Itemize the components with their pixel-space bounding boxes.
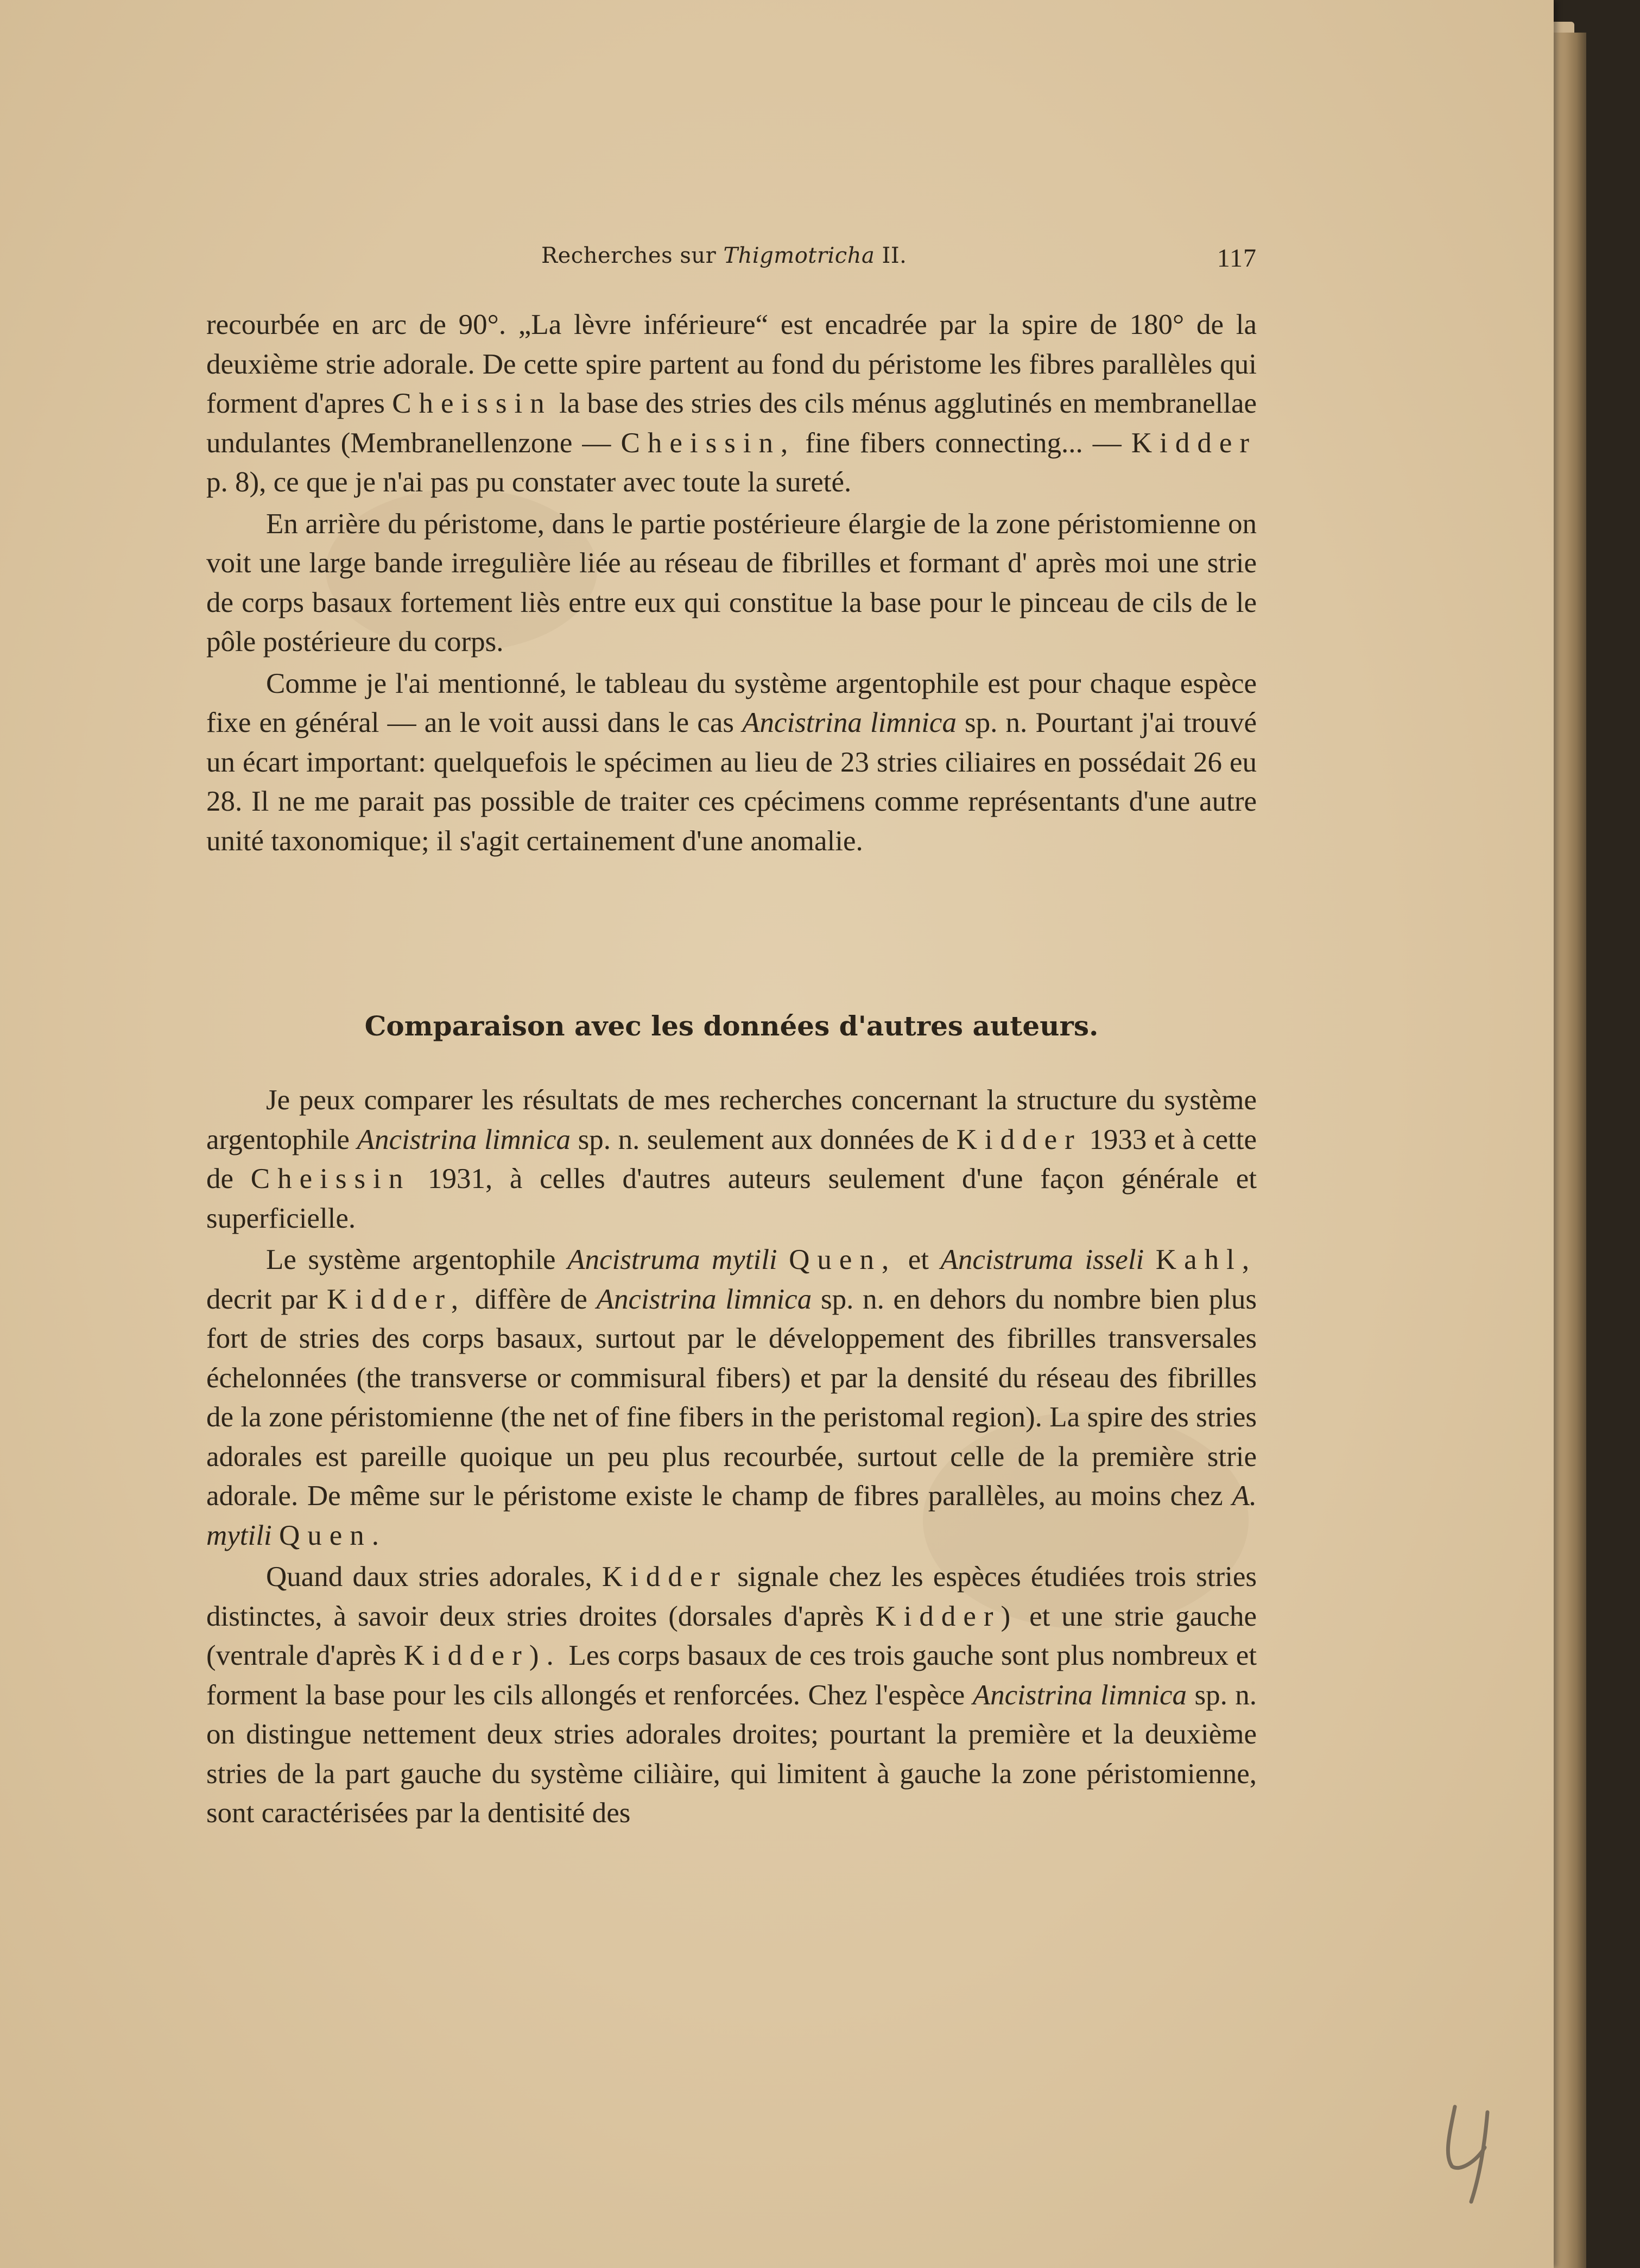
species-name: Ancistruma isseli [940, 1244, 1144, 1275]
page-number: 117 [1217, 244, 1257, 273]
author-name: Kidder). [403, 1640, 561, 1671]
running-header [206, 243, 1257, 281]
species-name: A. mytili [206, 1480, 1257, 1551]
running-title [541, 243, 907, 268]
author-name: Kidder) [875, 1600, 1018, 1632]
species-name: Ancistrina limnica [596, 1283, 812, 1315]
text-run: la base des stries des cils ménus agglutinés en membranellae undulantes (Membranellenzone — [206, 388, 1257, 459]
author-name: Kidder [1131, 427, 1257, 459]
author-name: Kahl, [1155, 1244, 1257, 1275]
text-run: sp. n. Pourtant j'ai trouvé un écart important: quelquefois le spécimen au lieu de 23 stries ciliaires en possédait 26 eu 28. Il ne me parait pas possible de traiter ces cpécimens comme représentants d'une autre unité taxonomique; il s'agit certainement d'une anomalie. [206, 707, 1257, 857]
text-run: Quand daux stries adorales, [266, 1561, 592, 1593]
body-text-top [206, 305, 1257, 861]
text-run: 1931, à celles d'autres auteurs seulement d'une façon générale et superficielle. [206, 1163, 1257, 1234]
author-name: Quen, [789, 1244, 897, 1275]
paragraph: En arrière du péristome, dans le partie postérieure élargie de la zone péristomienne on voit une large bande irregulière liée au réseau de fibrilles et formant d' après moi une strie de corps basaux fortement liès entre eux qui constitue la base pour le pinceau de cils de le pôle postérieure du corps. [206, 508, 1257, 658]
text-run: Le système argentophile [266, 1244, 556, 1275]
text-run: sp. n. en dehors du nombre bien plus fort de stries des corps basaux, surtout par le développement des fibrilles transversales échelonnées (the transverse or commisural fibers) et par la densité du réseau des fibrilles de la zone péristomienne (the net of fine fibers in the peristomal region). La spire des stries adorales est pareille quoique un peu plus recourbée, surtout celle de la première strie adorale. De même sur le péristome existe le champ de fibres parallèles, au moins chez [206, 1283, 1257, 1512]
text-run: diffère de [474, 1283, 587, 1315]
running-title-italic: Thigmotricha [723, 243, 875, 268]
text-run: recourbée en arc de 90°. „La lèvre inférieure“ est encadrée par la spire de 180° de la deuxième strie adorale. De cette spire partent au fond du péristome les fibres parallèles qui forment d'apres [206, 309, 1257, 419]
running-title-prefix: Recherches sur [541, 243, 724, 268]
author-name: Cheissin [392, 388, 552, 419]
author-name: Quen. [278, 1519, 387, 1551]
text-run: Comme je l'ai mentionné, le tableau du système argentophile est pour chaque espèce fixe en général — an le voit aussi dans le cas [206, 667, 1257, 738]
author-name: Kidder, [326, 1283, 466, 1315]
paragraph [206, 305, 1257, 502]
text-run: sp. n. seulement aux données de [578, 1123, 949, 1155]
body-text-bottom [206, 1081, 1257, 1833]
text-run: Je peux comparer les résultats de mes recherches concernant la structure du système argentophile [206, 1084, 1257, 1155]
author-name: Cheissin, [620, 427, 796, 459]
text-run: et [908, 1244, 929, 1275]
species-name: Ancistrina limnica [742, 707, 957, 738]
text-run: 1933 et à cette de [206, 1123, 1257, 1195]
species-name: Ancistrina limnica [357, 1123, 571, 1155]
text-run: decrit par [206, 1283, 318, 1315]
author-name: Kidder [956, 1123, 1082, 1155]
text-run: signale chez les espèces étudiées trois stries distinctes, à savoir deux stries droites (dorsales d'après [206, 1561, 1257, 1632]
section-heading: Comparaison avec les données d'autres auteurs. [364, 1010, 1099, 1042]
species-name: Ancistrina limnica [972, 1679, 1187, 1711]
author-name: Cheissin [250, 1163, 411, 1195]
text-run: sp. n. on distingue nettement deux stries adorales droites; pourtant la première et la deuxième stries de la part gauche du système ciliàire, qui limitent à gauche la zone péristomienne, sont caractérisées par la dentisité des [206, 1679, 1257, 1829]
text-run: fine fibers connecting... — [805, 427, 1122, 459]
text-run: p. 8), ce que je n'ai pas pu constater avec toute la sureté. [206, 466, 852, 498]
paragraph [206, 664, 1257, 861]
pencil-mark [1433, 2096, 1498, 2204]
text-run: Les corps basaux de ces trois gauche sont plus nombreux et forment la base pour les cils allongés et renforcées. Chez l'espèce [206, 1640, 1257, 1711]
paragraph [206, 1240, 1257, 1555]
paragraph [206, 1557, 1257, 1833]
text-run: et une strie gauche (ventrale d'après [206, 1600, 1257, 1671]
page-edge-stack [1554, 33, 1586, 2268]
paragraph [206, 1081, 1257, 1238]
author-name: Kidder [601, 1561, 727, 1593]
species-name: Ancistruma mytili [567, 1244, 777, 1275]
running-title-suffix: II. [875, 243, 907, 268]
